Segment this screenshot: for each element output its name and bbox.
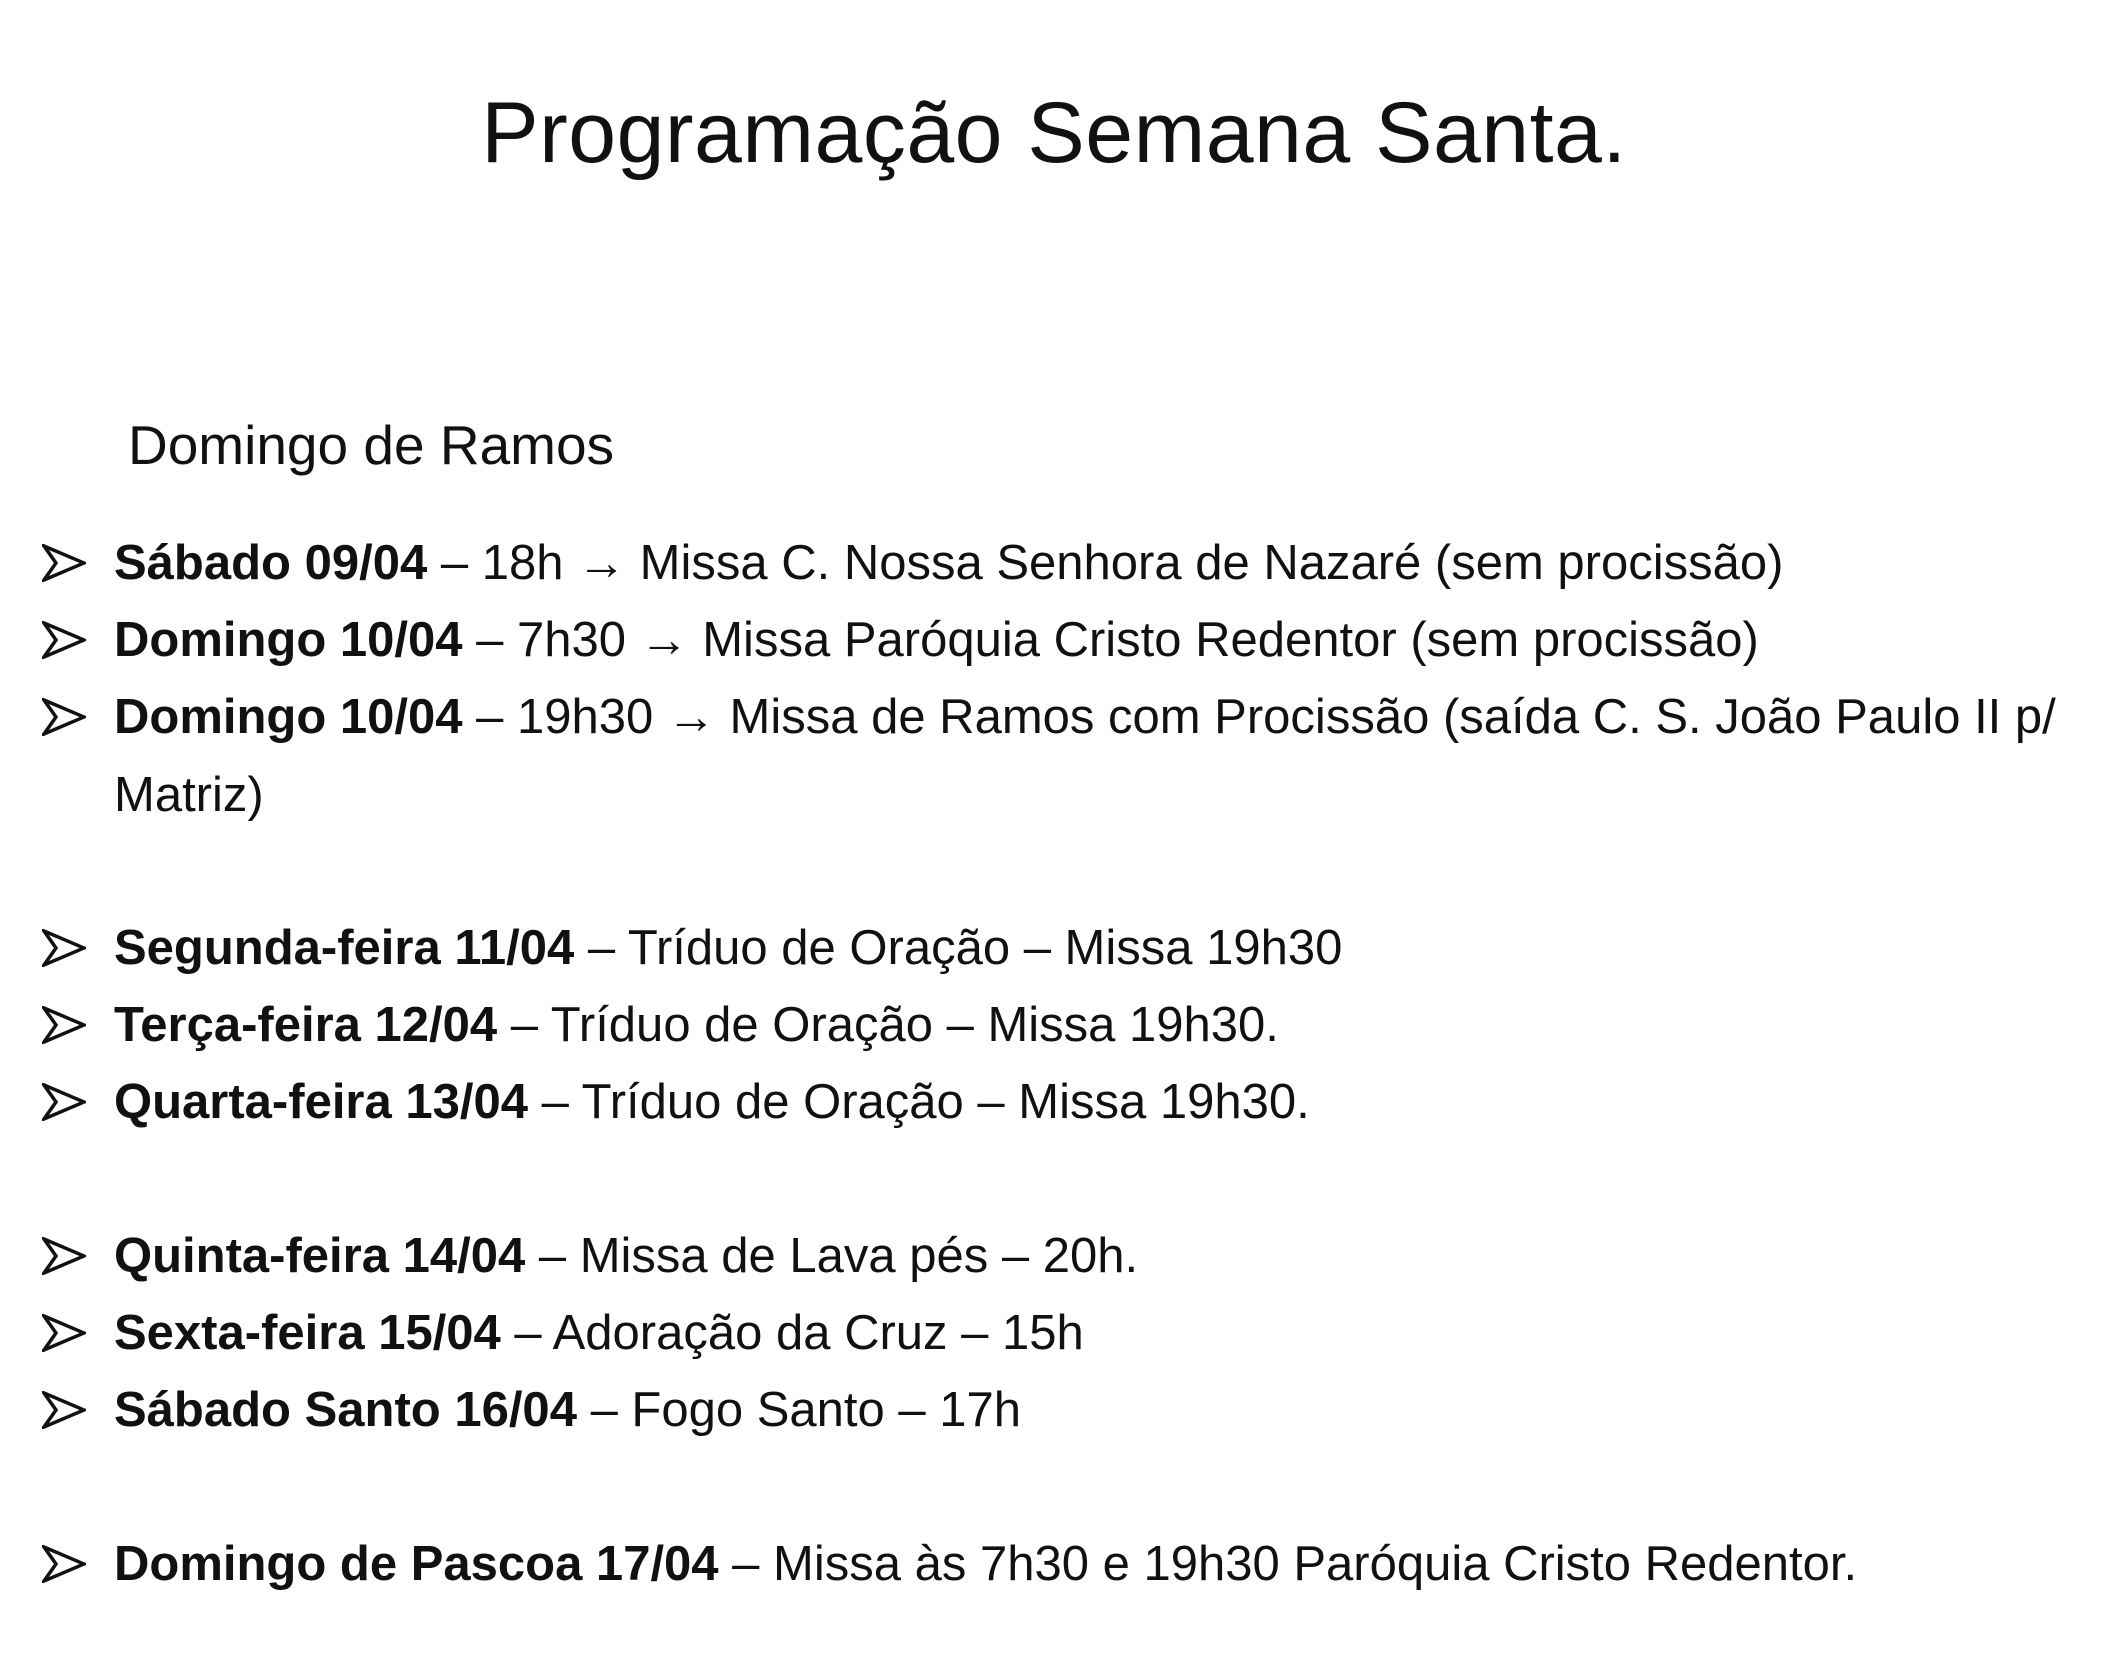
list-item xyxy=(42,524,2092,602)
item-description: – 18h → Missa C. Nossa Senhora de Nazaré (sem procissão) xyxy=(427,536,1784,590)
item-date: Sábado Santo 16/04 xyxy=(114,1383,577,1437)
page-title: Programação Semana Santa. xyxy=(481,85,1627,181)
arrowhead-bullet-icon xyxy=(42,909,102,987)
item-date: Segunda-feira 11/04 xyxy=(114,921,575,975)
list-item xyxy=(42,1063,2092,1141)
arrowhead-bullet-icon xyxy=(42,1217,102,1295)
item-date: Sábado 09/04 xyxy=(114,536,428,590)
list-item xyxy=(42,1371,2092,1449)
item-description: – Fogo Santo – 17h xyxy=(576,1383,1022,1437)
arrowhead-bullet-icon xyxy=(42,524,102,602)
item-date: Sexta-feira 15/04 xyxy=(114,1306,501,1360)
item-description: – Missa às 7h30 e 19h30 Paróquia Cristo Redentor. xyxy=(718,1537,1858,1591)
list-item xyxy=(42,678,2092,834)
item-description: – Tríduo de Oração – Missa 19h30. xyxy=(528,1075,1310,1129)
list-item xyxy=(42,1217,2092,1295)
item-date: Domingo 10/04 xyxy=(114,690,463,744)
list-item xyxy=(42,1525,2092,1603)
item-description: – Adoração da Cruz – 15h xyxy=(500,1306,1084,1360)
item-date: Terça-feira 12/04 xyxy=(114,998,498,1052)
item-date: Domingo 10/04 xyxy=(114,613,463,667)
item-date: Domingo de Pascoa 17/04 xyxy=(114,1537,719,1591)
item-description: – 19h30 → Missa de Ramos com Procissão (saída C. S. João Paulo II p/ Matriz) xyxy=(114,690,2056,822)
section-heading: Domingo de Ramos xyxy=(128,414,615,476)
arrowhead-bullet-icon xyxy=(42,986,102,1064)
arrowhead-bullet-icon xyxy=(42,1525,102,1603)
item-date: Quinta-feira 14/04 xyxy=(114,1229,526,1283)
list-item xyxy=(42,909,2092,987)
item-description: – Missa de Lava pés – 20h. xyxy=(525,1229,1139,1283)
arrowhead-bullet-icon xyxy=(42,1294,102,1372)
list-item xyxy=(42,986,2092,1064)
item-description: – Tríduo de Oração – Missa 19h30 xyxy=(574,921,1343,975)
list-item xyxy=(42,601,2092,679)
item-description: – Tríduo de Oração – Missa 19h30. xyxy=(497,998,1279,1052)
item-date: Quarta-feira 13/04 xyxy=(114,1075,528,1129)
item-description: – 7h30 → Missa Paróquia Cristo Redentor (sem procissão) xyxy=(462,613,1759,667)
list-item xyxy=(42,1294,2092,1372)
arrowhead-bullet-icon xyxy=(42,601,102,679)
arrowhead-bullet-icon xyxy=(42,678,102,756)
arrowhead-bullet-icon xyxy=(42,1371,102,1449)
arrowhead-bullet-icon xyxy=(42,1063,102,1141)
